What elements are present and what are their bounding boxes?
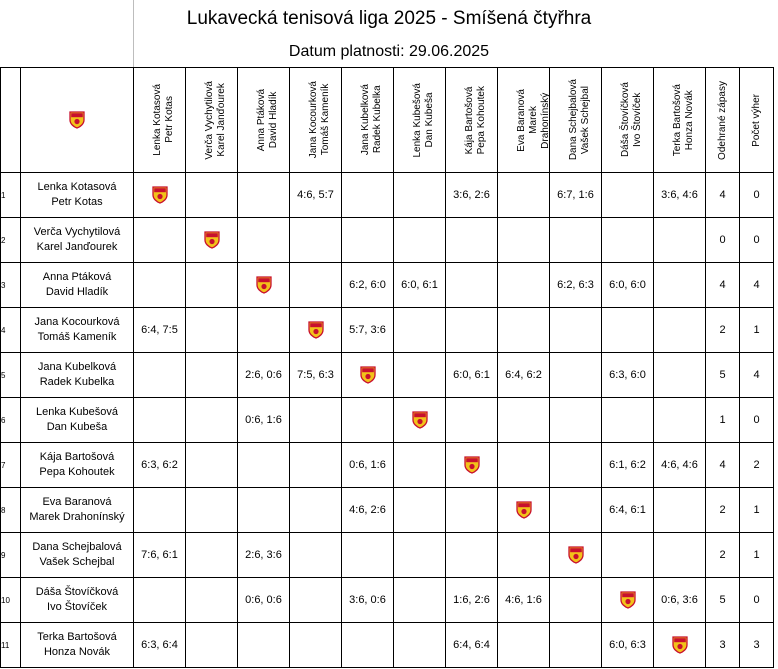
- header-line: Radek Kubelka: [371, 86, 383, 154]
- results-matrix: [0, 67, 774, 668]
- stat-header-text: Počet výher: [750, 93, 762, 147]
- score-cell: [550, 353, 602, 398]
- header-line: Terka Bartošová: [671, 83, 683, 157]
- score-cell: [446, 218, 498, 263]
- wins-count: 0: [740, 173, 774, 218]
- header-line: Eva Baranová: [515, 88, 527, 152]
- header-line: Jana Kubelková: [359, 84, 371, 156]
- score-cell: [134, 218, 186, 263]
- column-header-9-text: [568, 79, 592, 160]
- index-header: [1, 68, 21, 173]
- column-header-9: [550, 68, 602, 173]
- table-row: [1, 308, 774, 353]
- score-cell: [498, 218, 550, 263]
- score-cell: 4:6, 5:7: [290, 173, 342, 218]
- score-cell: [342, 398, 394, 443]
- wins-count: 0: [740, 398, 774, 443]
- score-cell: [498, 263, 550, 308]
- score-cell: [550, 308, 602, 353]
- team-player-1: Verča Vychytilová: [33, 226, 121, 238]
- club-crest-icon: [464, 456, 480, 474]
- team-player-2: Pepa Kohoutek: [39, 466, 115, 478]
- score-cell: 6:0, 6:1: [446, 353, 498, 398]
- table-row: [1, 263, 774, 308]
- team-player-2: Tomáš Kameník: [37, 331, 117, 343]
- score-cell: [394, 173, 446, 218]
- header-line: Dana Schejbalová: [567, 79, 579, 161]
- table-row: [1, 533, 774, 578]
- column-header-7-label: [463, 85, 487, 155]
- score-cell: [394, 488, 446, 533]
- diagonal-cell: [290, 308, 342, 353]
- wins-count: 2: [740, 443, 774, 488]
- score-cell: [602, 533, 654, 578]
- column-header-5-text: [360, 84, 384, 155]
- score-cell: [602, 308, 654, 353]
- row-index: 8: [1, 488, 21, 533]
- score-cell: [290, 443, 342, 488]
- header-line: Kája Bartošová: [463, 86, 475, 154]
- score-cell: 3:6, 4:6: [654, 173, 706, 218]
- score-cell: 6:3, 6:2: [134, 443, 186, 488]
- score-cell: [654, 353, 706, 398]
- score-cell: 0:6, 1:6: [238, 398, 290, 443]
- diagonal-cell: [498, 488, 550, 533]
- score-cell: 6:7, 1:6: [550, 173, 602, 218]
- team-player-1: Jana Kubelková: [37, 361, 117, 373]
- score-cell: [446, 398, 498, 443]
- score-cell: [290, 578, 342, 623]
- score-cell: [654, 263, 706, 308]
- header-line: Honza Novák: [683, 89, 695, 151]
- table-row: [1, 488, 774, 533]
- score-cell: [186, 308, 238, 353]
- header-line: Karel Janďourek: [215, 83, 227, 157]
- score-cell: 6:4, 6:1: [602, 488, 654, 533]
- team-name: [21, 263, 134, 308]
- team-player-2: Honza Novák: [43, 646, 111, 658]
- header-line: Anna Ptáková: [255, 88, 267, 152]
- score-cell: [394, 623, 446, 668]
- team-name: [21, 623, 134, 668]
- column-header-8-text: [516, 89, 552, 152]
- table-row: [1, 218, 774, 263]
- row-index: 1: [1, 173, 21, 218]
- score-cell: 6:3, 6:4: [134, 623, 186, 668]
- score-cell: [134, 578, 186, 623]
- wins-count: 0: [740, 218, 774, 263]
- row-index: 9: [1, 533, 21, 578]
- column-header-6-label: [411, 82, 435, 158]
- team-name: [21, 173, 134, 218]
- row-index: 6: [1, 398, 21, 443]
- score-cell: [394, 533, 446, 578]
- team-player-2: Radek Kubelka: [39, 376, 115, 388]
- column-header-6-text: [412, 83, 436, 158]
- team-name: [21, 443, 134, 488]
- column-header-1-label: [151, 84, 175, 156]
- column-header-11-label: [671, 83, 695, 157]
- team-name: [21, 488, 134, 533]
- column-header-7: [446, 68, 498, 173]
- stat-header-text: Odehrané zápasy: [716, 80, 728, 160]
- row-index: 2: [1, 218, 21, 263]
- matches-played: 4: [706, 443, 740, 488]
- score-cell: [186, 353, 238, 398]
- score-cell: [446, 488, 498, 533]
- score-cell: [602, 173, 654, 218]
- club-crest-icon: [204, 231, 220, 249]
- score-cell: 7:6, 6:1: [134, 533, 186, 578]
- team-player-1: Kája Bartošová: [39, 451, 115, 463]
- column-header-8: [498, 68, 550, 173]
- wins-count: 4: [740, 353, 774, 398]
- diagonal-cell: [238, 263, 290, 308]
- header-line: Dan Kubeša: [423, 92, 435, 148]
- header-row: [1, 68, 774, 173]
- diagonal-cell: [654, 623, 706, 668]
- diagonal-cell: [394, 398, 446, 443]
- score-cell: 6:0, 6:3: [602, 623, 654, 668]
- club-crest-icon: [69, 111, 85, 129]
- wins-count: 4: [740, 263, 774, 308]
- score-cell: [186, 578, 238, 623]
- score-cell: 2:6, 3:6: [238, 533, 290, 578]
- score-cell: [498, 443, 550, 488]
- score-cell: [446, 533, 498, 578]
- page-title: Lukavecká tenisová liga 2025 - Smíšená čtyřhra: [186, 8, 592, 29]
- score-cell: [550, 623, 602, 668]
- score-cell: [134, 353, 186, 398]
- score-cell: [394, 218, 446, 263]
- score-cell: [186, 263, 238, 308]
- team-player-1: Lenka Kotasová: [37, 181, 117, 193]
- table-row: [1, 443, 774, 488]
- score-cell: [498, 623, 550, 668]
- score-cell: [290, 488, 342, 533]
- header-line: Verča Vychytilová: [203, 80, 215, 160]
- column-header-3-text: [256, 89, 280, 151]
- club-crest-icon: [620, 591, 636, 609]
- column-header-11-text: [672, 84, 696, 156]
- score-cell: [186, 173, 238, 218]
- score-cell: [342, 218, 394, 263]
- club-crest-icon: [308, 321, 324, 339]
- team-name: [21, 398, 134, 443]
- column-header-4-text: [308, 81, 332, 158]
- score-cell: [186, 623, 238, 668]
- score-cell: [550, 398, 602, 443]
- score-cell: 4:6, 1:6: [498, 578, 550, 623]
- header-line: Dáša Štovíčková: [619, 82, 631, 158]
- matches-played: 4: [706, 263, 740, 308]
- score-cell: [238, 443, 290, 488]
- score-cell: [134, 488, 186, 533]
- score-cell: [394, 308, 446, 353]
- column-header-7-text: [464, 86, 488, 154]
- column-header-10-text: [620, 82, 644, 157]
- club-crest-icon: [152, 186, 168, 204]
- score-cell: 0:6, 0:6: [238, 578, 290, 623]
- header-line: Lenka Kotasová: [151, 84, 163, 156]
- matches-played: 0: [706, 218, 740, 263]
- team-player-2: Ivo Štovíček: [47, 601, 107, 613]
- score-cell: 6:0, 6:0: [602, 263, 654, 308]
- column-header-4-label: [307, 81, 331, 159]
- score-cell: 2:6, 0:6: [238, 353, 290, 398]
- column-header-2-label: [203, 80, 227, 160]
- score-cell: [238, 623, 290, 668]
- diagonal-cell: [134, 173, 186, 218]
- team-name: [21, 533, 134, 578]
- row-index: 10: [1, 578, 21, 623]
- wins-count: 1: [740, 308, 774, 353]
- score-cell: [602, 218, 654, 263]
- header-line: Drahonínský: [539, 91, 551, 149]
- score-cell: [342, 623, 394, 668]
- club-crest-icon: [568, 546, 584, 564]
- diagonal-cell: [602, 578, 654, 623]
- score-cell: [654, 533, 706, 578]
- score-cell: [238, 218, 290, 263]
- table-row: [1, 578, 774, 623]
- matches-played: 5: [706, 353, 740, 398]
- column-header-2: [186, 68, 238, 173]
- team-name: [21, 353, 134, 398]
- score-cell: [654, 398, 706, 443]
- score-cell: [186, 398, 238, 443]
- score-cell: [238, 308, 290, 353]
- score-cell: [134, 263, 186, 308]
- score-cell: 6:0, 6:1: [394, 263, 446, 308]
- score-cell: [342, 533, 394, 578]
- score-cell: 6:2, 6:0: [342, 263, 394, 308]
- score-cell: [394, 353, 446, 398]
- score-cell: 4:6, 2:6: [342, 488, 394, 533]
- club-crest-icon: [516, 501, 532, 519]
- table-row: [1, 353, 774, 398]
- diagonal-cell: [550, 533, 602, 578]
- column-header-3-label: [255, 88, 279, 152]
- validity-date: Datum platnosti: 29.06.2025: [288, 43, 490, 60]
- row-index: 11: [1, 623, 21, 668]
- diagonal-cell: [186, 218, 238, 263]
- table-row: [1, 173, 774, 218]
- row-index: 7: [1, 443, 21, 488]
- column-header-10-label: [619, 82, 643, 158]
- team-player-2: David Hladík: [45, 286, 109, 298]
- score-cell: 3:6, 2:6: [446, 173, 498, 218]
- header-line: Lenka Kubešová: [411, 82, 423, 158]
- matches-played: 2: [706, 488, 740, 533]
- score-cell: [498, 533, 550, 578]
- table-row: [1, 623, 774, 668]
- score-cell: 6:4, 6:4: [446, 623, 498, 668]
- score-cell: [290, 398, 342, 443]
- team-player-2: Dan Kubeša: [46, 421, 108, 433]
- team-player-2: Karel Janďourek: [36, 241, 118, 253]
- club-crest-icon: [256, 276, 272, 294]
- matches-played: 3: [706, 623, 740, 668]
- column-header-2-text: [204, 81, 228, 160]
- team-player-1: Dáša Štovíčková: [35, 586, 119, 598]
- score-cell: [550, 488, 602, 533]
- logo-header: [21, 68, 134, 173]
- score-cell: 6:2, 6:3: [550, 263, 602, 308]
- score-cell: [498, 173, 550, 218]
- column-header-10: [602, 68, 654, 173]
- score-cell: [446, 308, 498, 353]
- score-cell: [134, 398, 186, 443]
- column-header-8-label: [515, 88, 551, 152]
- column-header-5-label: [359, 84, 383, 156]
- score-cell: [290, 218, 342, 263]
- score-cell: 4:6, 4:6: [654, 443, 706, 488]
- column-header-4: [290, 68, 342, 173]
- column-header-6: [394, 68, 446, 173]
- matches-played: 2: [706, 533, 740, 578]
- table-row: [1, 398, 774, 443]
- team-player-1: Terka Bartošová: [37, 631, 117, 643]
- score-cell: [654, 218, 706, 263]
- score-cell: [186, 488, 238, 533]
- wins-count: 1: [740, 488, 774, 533]
- matches-played: 5: [706, 578, 740, 623]
- team-player-2: Marek Drahonínský: [29, 511, 125, 523]
- score-cell: 6:1, 6:2: [602, 443, 654, 488]
- team-name: [21, 308, 134, 353]
- score-cell: [186, 443, 238, 488]
- header-line: Marek: [527, 106, 539, 134]
- score-cell: [446, 263, 498, 308]
- header-line: Vašek Schejbal: [579, 85, 591, 155]
- matches-played-header: [706, 68, 740, 173]
- team-player-1: Anna Ptáková: [42, 271, 112, 283]
- score-cell: [550, 218, 602, 263]
- team-player-1: Dana Schejbalová: [32, 541, 122, 553]
- score-cell: 5:7, 3:6: [342, 308, 394, 353]
- score-cell: [550, 578, 602, 623]
- matches-played: 2: [706, 308, 740, 353]
- team-player-1: Lenka Kubešová: [36, 406, 118, 418]
- column-header-3: [238, 68, 290, 173]
- column-header-1-text: [152, 84, 176, 156]
- team-player-2: Petr Kotas: [51, 196, 103, 208]
- header-line: David Hladík: [267, 91, 279, 149]
- diagonal-cell: [446, 443, 498, 488]
- matches-played: 1: [706, 398, 740, 443]
- club-crest-icon: [672, 636, 688, 654]
- score-cell: [238, 488, 290, 533]
- score-cell: [394, 578, 446, 623]
- score-cell: [290, 623, 342, 668]
- club-crest-icon: [360, 366, 376, 384]
- score-cell: [498, 398, 550, 443]
- team-player-1: Jana Kocourková: [34, 316, 120, 328]
- matches-played: 4: [706, 173, 740, 218]
- sheet-header: [0, 0, 778, 68]
- column-header-11: [654, 68, 706, 173]
- header-line: Ivo Štovíček: [631, 92, 643, 148]
- column-header-5: [342, 68, 394, 173]
- score-cell: 0:6, 3:6: [654, 578, 706, 623]
- score-cell: 6:4, 7:5: [134, 308, 186, 353]
- score-cell: 7:5, 6:3: [290, 353, 342, 398]
- row-index: 4: [1, 308, 21, 353]
- score-cell: [498, 308, 550, 353]
- score-cell: 0:6, 1:6: [342, 443, 394, 488]
- header-line: Jana Kocourková: [307, 81, 319, 159]
- score-cell: [290, 263, 342, 308]
- score-cell: 3:6, 0:6: [342, 578, 394, 623]
- team-name: [21, 218, 134, 263]
- wins-count: 0: [740, 578, 774, 623]
- score-cell: [186, 533, 238, 578]
- row-index: 5: [1, 353, 21, 398]
- score-cell: 6:3, 6:0: [602, 353, 654, 398]
- club-crest-icon: [412, 411, 428, 429]
- score-cell: [654, 488, 706, 533]
- header-line: Petr Kotas: [163, 96, 175, 144]
- row-index: 3: [1, 263, 21, 308]
- score-cell: [394, 443, 446, 488]
- team-player-1: Eva Baranová: [42, 496, 112, 508]
- score-cell: [342, 173, 394, 218]
- score-cell: [654, 308, 706, 353]
- score-cell: 6:4, 6:2: [498, 353, 550, 398]
- team-player-2: Vašek Schejbal: [39, 556, 115, 568]
- score-cell: 1:6, 2:6: [446, 578, 498, 623]
- score-cell: [550, 443, 602, 488]
- score-cell: [602, 398, 654, 443]
- wins-header: [740, 68, 774, 173]
- column-header-1: [134, 68, 186, 173]
- wins-count: 1: [740, 533, 774, 578]
- diagonal-cell: [342, 353, 394, 398]
- column-header-9-label: [567, 79, 591, 161]
- wins-count: 3: [740, 623, 774, 668]
- header-line: Tomáš Kameník: [319, 84, 331, 156]
- team-name: [21, 578, 134, 623]
- score-cell: [238, 173, 290, 218]
- header-line: Pepa Kohoutek: [475, 85, 487, 155]
- score-cell: [290, 533, 342, 578]
